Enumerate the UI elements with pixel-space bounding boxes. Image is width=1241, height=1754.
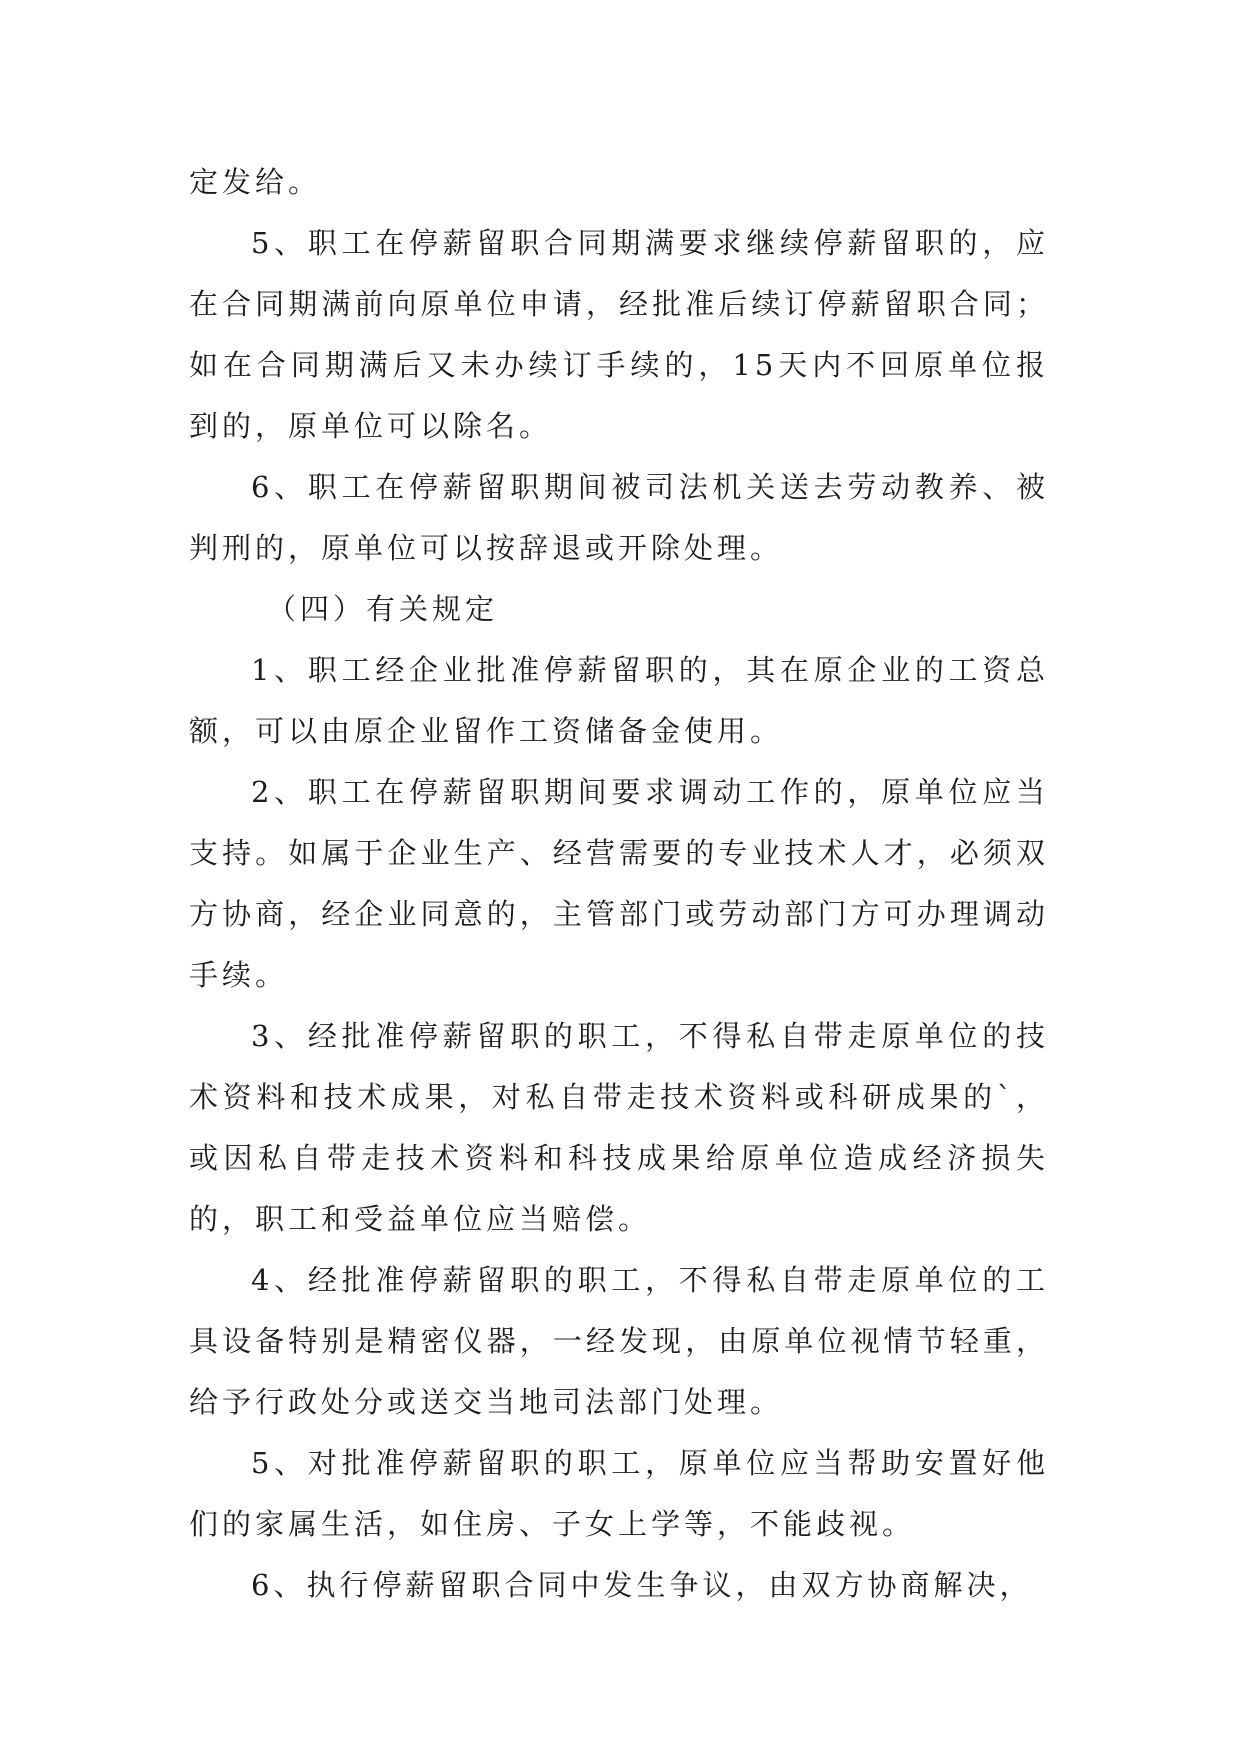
paragraph-continuation: 定发给。 (189, 165, 322, 199)
paragraph-rule-2: 2、职工在停薪留职期间要求调动工作的，原单位应当支持。如属于企业生产、经营需要的专业技术人才，必须双方协商，经企业同意的，主管部门或劳动部门方可办理调动手续。 (189, 775, 1049, 992)
document-body (189, 152, 1049, 1616)
section-heading-relevant-rules: （四）有关规定 (267, 592, 499, 626)
paragraph-rule-6: 6、执行停薪留职合同中发生争议，由双方协商解决， (251, 1568, 1033, 1602)
paragraph-rule-5: 5、对批准停薪留职的职工，原单位应当帮助安置好他们的家属生活，如住房、子女上学等，不能歧视。 (189, 1446, 1049, 1541)
paragraph-rule-3: 3、经批准停薪留职的职工，不得私自带走原单位的技术资料和技术成果，对私自带走技术资料或科研成果的`，或因私自带走技术资料和科技成果给原单位造成经济损失的，职工和受益单位应当赔偿。 (189, 1019, 1049, 1236)
paragraph-rule-4: 4、经批准停薪留职的职工，不得私自带走原单位的工具设备特别是精密仪器，一经发现，由原单位视情节轻重，给予行政处分或送交当地司法部门处理。 (189, 1263, 1049, 1419)
paragraph-rule-1: 1、职工经企业批准停薪留职的，其在原企业的工资总额，可以由原企业留作工资储备金使用。 (189, 653, 1049, 748)
paragraph-item-5-contract-renewal: 5、职工在停薪留职合同期满要求继续停薪留职的，应在合同期满前向原单位申请，经批准后续订停薪留职合同；如在合同期满后又未办续订手续的，15天内不回原单位报到的，原单位可以除名。 (189, 226, 1049, 443)
paragraph-item-6-judicial: 6、职工在停薪留职期间被司法机关送去劳动教养、被判刑的，原单位可以按辞退或开除处理。 (189, 470, 1049, 565)
